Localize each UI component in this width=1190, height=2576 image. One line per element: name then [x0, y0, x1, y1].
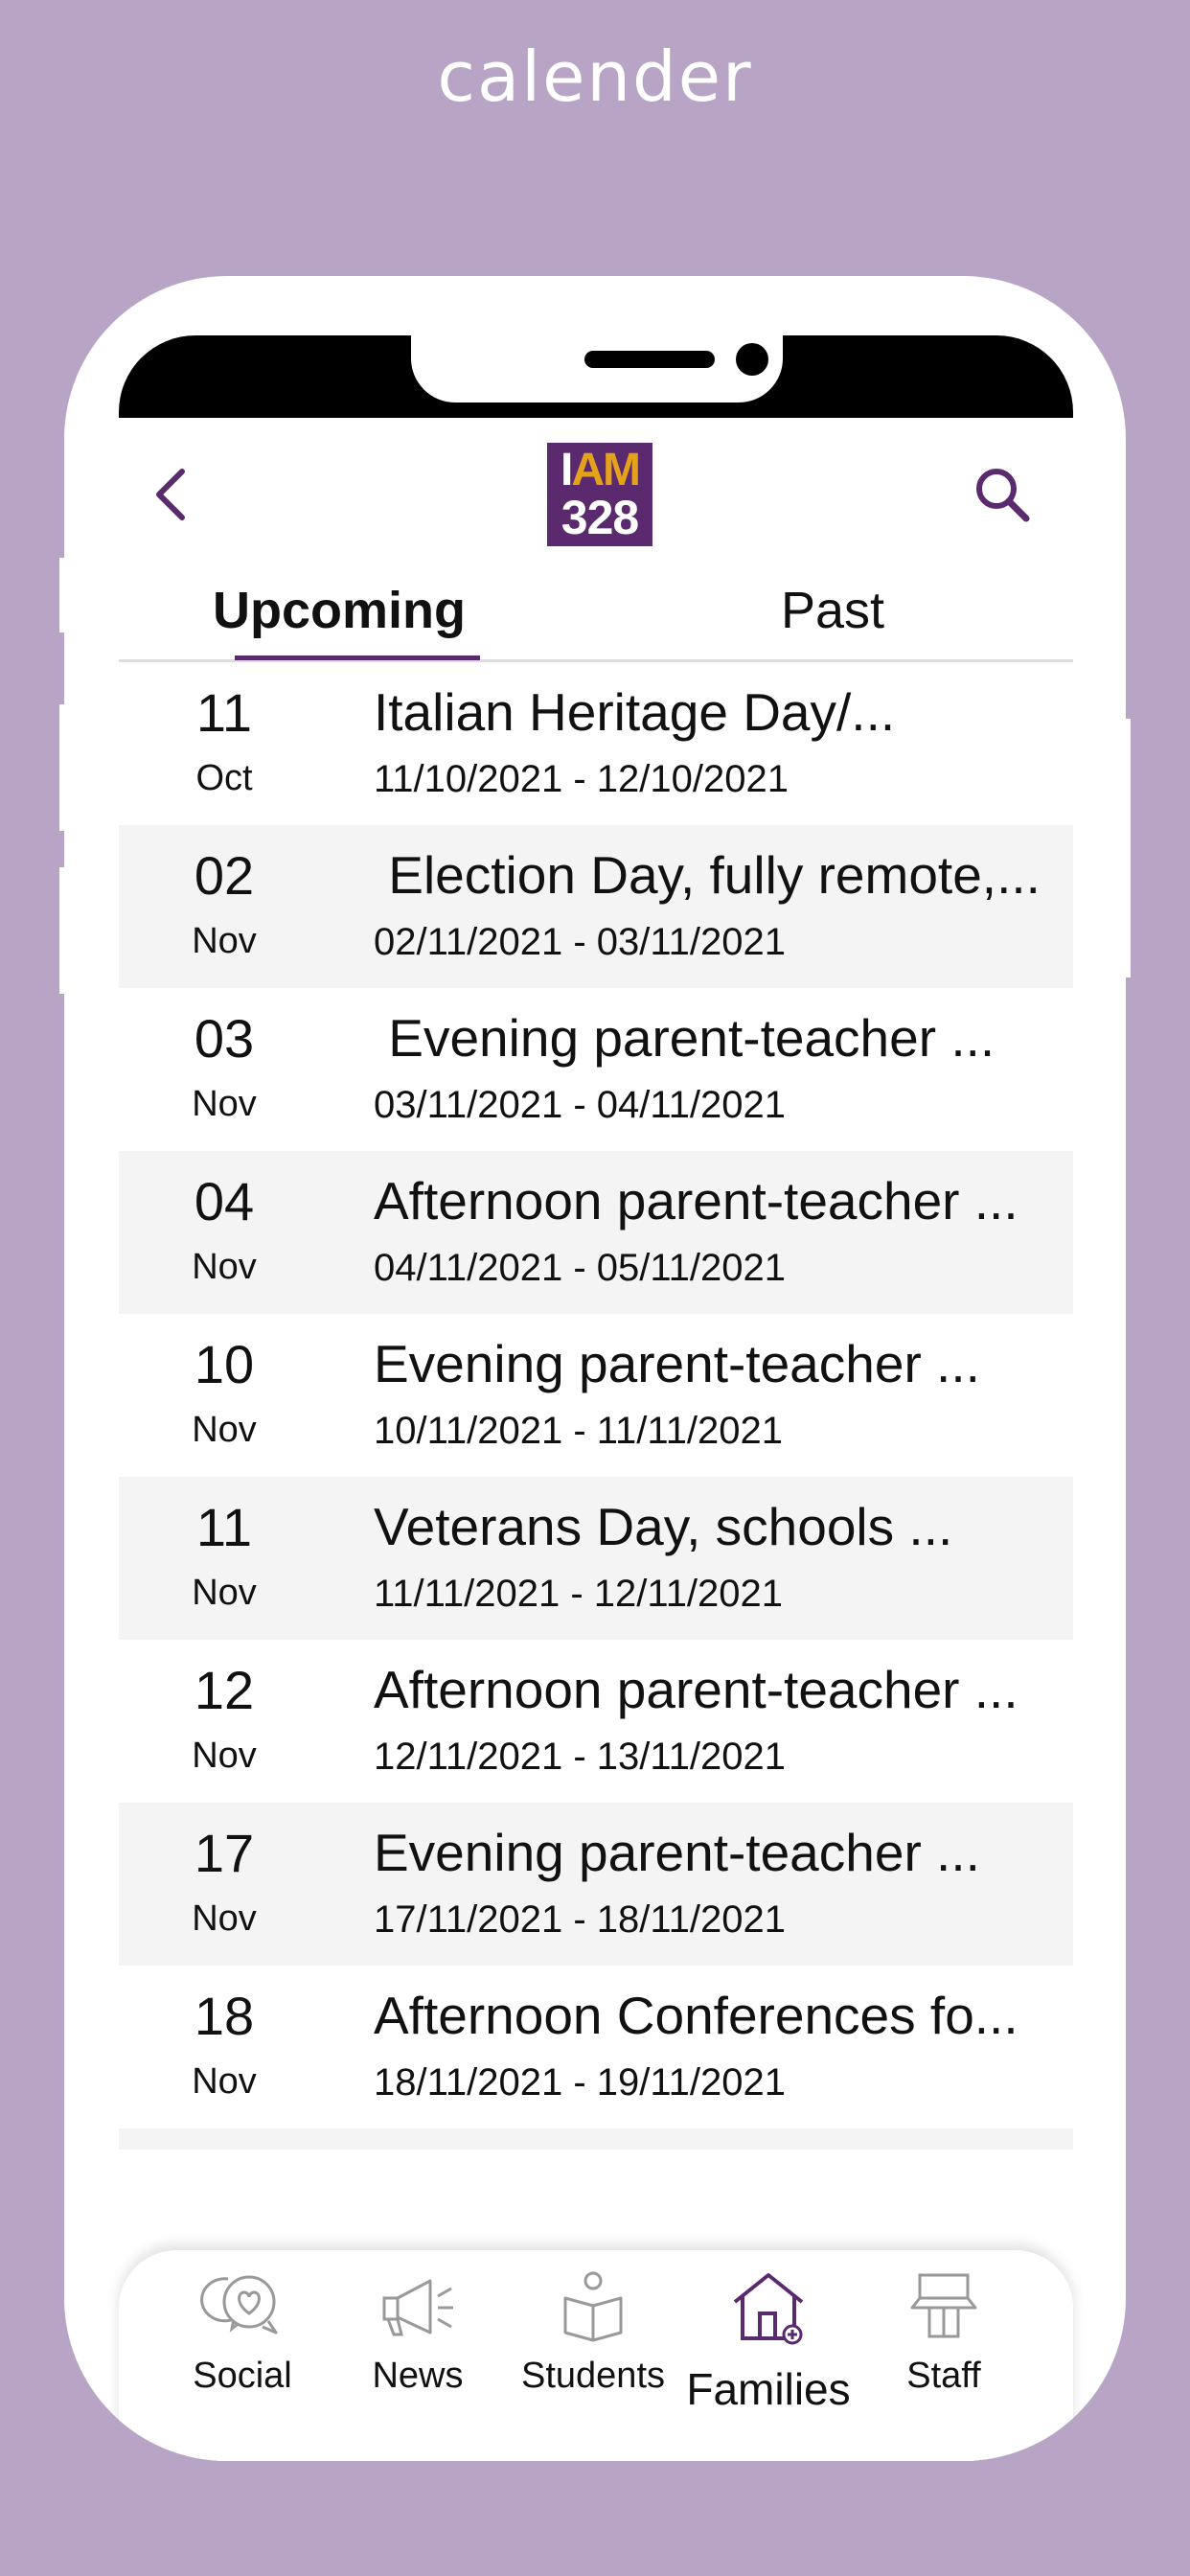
app-screen — [119, 418, 1073, 2461]
event-title: Evening parent-teacher ... — [374, 1823, 980, 1882]
tab-past[interactable]: Past — [780, 582, 885, 639]
event-title: Italian Heritage Day/... — [374, 682, 896, 742]
event-day: 11 — [195, 1497, 253, 1557]
event-month: Nov — [192, 1898, 257, 1939]
event-day: 02 — [194, 845, 255, 906]
notch — [411, 335, 783, 402]
megaphone-icon — [375, 2269, 461, 2342]
event-row[interactable] — [119, 1966, 1073, 2128]
event-date-range: 11/10/2021 - 12/10/2021 — [374, 758, 789, 800]
event-row[interactable] — [119, 1803, 1073, 1966]
house-plus-icon — [725, 2269, 812, 2346]
nav-label: Families — [686, 2364, 851, 2414]
event-date-range: 03/11/2021 - 04/11/2021 — [374, 1084, 786, 1126]
event-month: Nov — [192, 921, 257, 961]
event-month: Nov — [192, 1736, 257, 1776]
active-tab-indicator — [235, 656, 480, 660]
event-day: 10 — [194, 1334, 255, 1394]
social-heart-bubble-icon — [199, 2269, 286, 2342]
event-row[interactable] — [119, 662, 1073, 825]
event-title: Veterans Day, schools ... — [374, 1497, 953, 1556]
front-camera — [736, 343, 768, 376]
nav-label: Social — [193, 2356, 292, 2396]
phone-frame — [64, 276, 1126, 2461]
event-day: 11 — [195, 682, 253, 743]
nav-label: Students — [521, 2356, 665, 2396]
speaker-grille — [584, 351, 715, 368]
event-title: Afternoon Conferences fo... — [374, 1986, 1018, 2045]
event-month: Oct — [195, 758, 253, 798]
event-month: Nov — [192, 1573, 257, 1613]
event-date-range: 02/11/2021 - 03/11/2021 — [374, 921, 786, 963]
staff-podium-icon — [901, 2269, 987, 2342]
nav-students[interactable] — [507, 2269, 679, 2423]
event-row[interactable] — [119, 1477, 1073, 1640]
event-title: Election Day, fully remote,... — [374, 845, 1041, 905]
nav-news[interactable] — [332, 2269, 504, 2423]
event-month: Nov — [192, 1247, 257, 1287]
event-title: Evening parent-teacher ... — [374, 1008, 995, 1068]
nav-families[interactable] — [682, 2269, 855, 2423]
student-reading-icon — [550, 2269, 636, 2342]
event-day: 03 — [194, 1008, 255, 1069]
app-header — [119, 418, 1073, 562]
event-row[interactable] — [119, 1314, 1073, 1477]
event-day: 04 — [194, 1171, 255, 1231]
search-button[interactable] — [964, 456, 1041, 533]
event-date-range: 17/11/2021 - 18/11/2021 — [374, 1898, 786, 1941]
event-row[interactable] — [119, 1640, 1073, 1803]
event-date-range: 18/11/2021 - 19/11/2021 — [374, 2061, 786, 2104]
event-date-range: 04/11/2021 - 05/11/2021 — [374, 1247, 786, 1289]
event-day: 18 — [194, 1986, 255, 2046]
event-row[interactable] — [119, 988, 1073, 1151]
event-date-range: 12/11/2021 - 13/11/2021 — [374, 1736, 786, 1778]
event-month: Nov — [192, 2061, 257, 2102]
search-icon — [972, 464, 1033, 525]
tab-upcoming[interactable]: Upcoming — [213, 582, 466, 639]
event-title: Afternoon parent-teacher ... — [374, 1660, 1018, 1719]
event-row-partial[interactable] — [119, 2128, 1073, 2150]
nav-label: News — [372, 2356, 464, 2396]
event-row[interactable] — [119, 825, 1073, 988]
event-title: Evening parent-teacher ... — [374, 1334, 980, 1393]
nav-label: Staff — [906, 2356, 981, 2396]
event-day: 17 — [194, 1823, 255, 1883]
app-logo: IAM 328 — [547, 443, 652, 546]
nav-staff[interactable] — [858, 2269, 1030, 2423]
event-month: Nov — [192, 1084, 257, 1124]
event-day: 12 — [194, 1660, 255, 1720]
event-list — [119, 662, 1073, 2150]
event-date-range: 11/11/2021 - 12/11/2021 — [374, 1573, 784, 1615]
event-date-range: 10/11/2021 - 11/11/2021 — [374, 1410, 784, 1452]
bottom-navigation — [119, 2250, 1073, 2461]
status-bar-notch — [119, 335, 1073, 418]
chevron-left-icon — [151, 466, 190, 523]
event-month: Nov — [192, 1410, 257, 1450]
nav-social[interactable] — [156, 2269, 329, 2423]
event-row[interactable] — [119, 1151, 1073, 1314]
event-tabs — [119, 562, 1073, 662]
event-title: Afternoon parent-teacher ... — [374, 1171, 1018, 1230]
back-button[interactable] — [142, 456, 199, 533]
page-caption: calender — [437, 36, 753, 117]
